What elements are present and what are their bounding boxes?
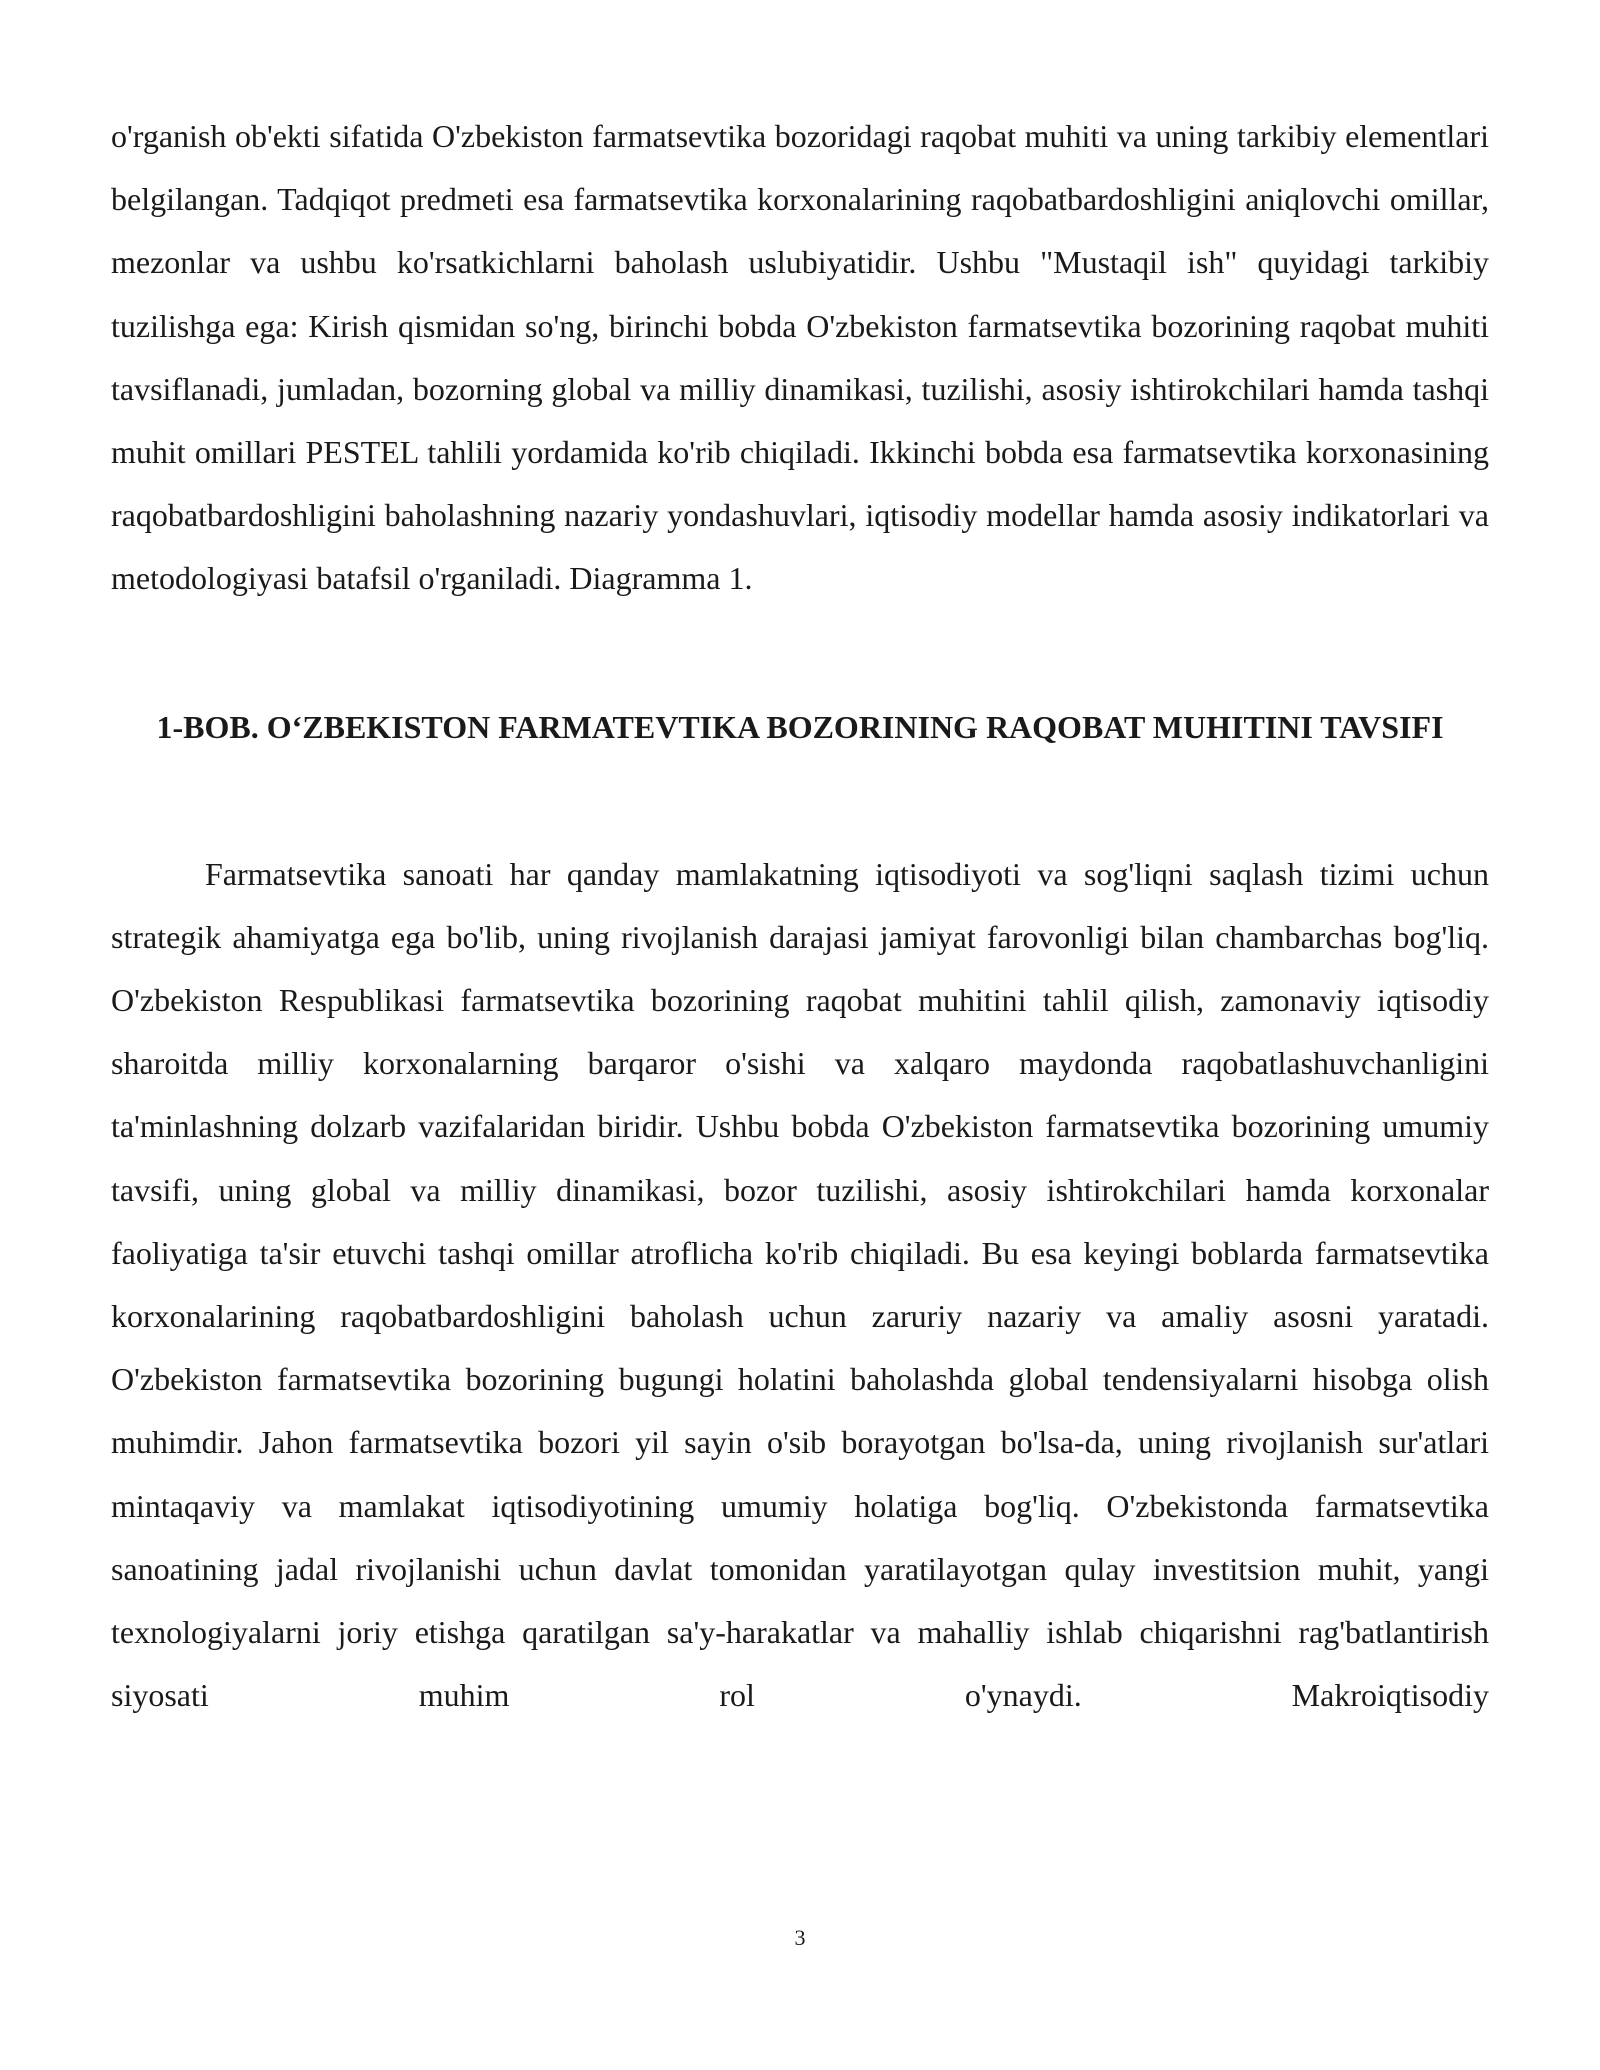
page-number: 3 (794, 1925, 806, 1950)
body-paragraph-intro: o'rganish ob'ekti sifatida O'zbekiston farmatsevtika bozoridagi raqobat muhiti va uning tarkibiy elementlari belgilangan. Tadqiqot predmeti esa farmatsevtika korxonalarining raqobatbardoshligini aniqlovchi omillar, mezonlar va ushbu ko'rsatkichlarni baholash uslubiyatidir. Ushbu "Mustaqil ish" quyidagi tarkibiy tuzilishga ega: Kirish qismidan so'ng, birinchi bobda O'zbekiston farmatsevtika bozorining raqobat muhiti tavsiflanadi, jumladan, bozorning global va milliy dinamikasi, tuzilishi, asosiy ishtirokchilari hamda tashqi muhit omillari PESTEL tahlili yordamida ko'rib chiqiladi. Ikkinchi bobda esa farmatsevtika korxonasining raqobatbardoshligini baholashning nazariy yondashuvlari, iqtisodiy modellar hamda asosiy indikatorlari va metodologiyasi batafsil o'rganiladi. Diagramma 1. (111, 118, 1489, 597)
document-page (111, 105, 1489, 1727)
body-paragraph-chapter: Farmatsevtika sanoati har qanday mamlakatning iqtisodiyoti va sog'liqni saqlash tizimi uchun strategik ahamiyatga ega bo'lib, uning rivojlanish darajasi jamiyat farovonligi bilan chambarchas bog'liq. O'zbekiston Respublikasi farmatsevtika bozorining raqobat muhitini tahlil qilish, zamonaviy iqtisodiy sharoitda milliy korxonalarning barqaror o'sishi va xalqaro maydonda raqobatlashuvchanligini ta'minlashning dolzarb vazifalaridan biridir. Ushbu bobda O'zbekiston farmatsevtika bozorining umumiy tavsifi, uning global va milliy dinamikasi, bozor tuzilishi, asosiy ishtirokchilari hamda korxonalar faoliyatiga ta'sir etuvchi tashqi omillar atroflicha ko'rib chiqiladi. Bu esa keyingi boblarda farmatsevtika korxonalarining raqobatbardoshligini baholash uchun zaruriy nazariy va amaliy asosni yaratadi. O'zbekiston farmatsevtika bozorining bugungi holatini baholashda global tendensiyalarni hisobga olish muhimdir. Jahon farmatsevtika bozori yil sayin o'sib borayotgan bo'lsa-da, uning rivojlanish sur'atlari mintaqaviy va mamlakat iqtisodiyotining umumiy holatiga bog'liq. O'zbekistonda farmatsevtika sanoatining jadal rivojlanishi uchun davlat tomonidan yaratilayotgan qulay investitsion muhit, yangi texnologiyalarni joriy etishga qaratilgan sa'y-harakatlar va mahalliy ishlab chiqarishni rag'batlantirish siyosati muhim rol o'ynaydi. Makroiqtisodiy (111, 855, 1489, 1714)
chapter-heading: 1-BOB. O‘ZBEKISTON FARMATEVTIKA BOZORINING RAQOBAT MUHITINI TAVSIFI (156, 708, 1444, 745)
